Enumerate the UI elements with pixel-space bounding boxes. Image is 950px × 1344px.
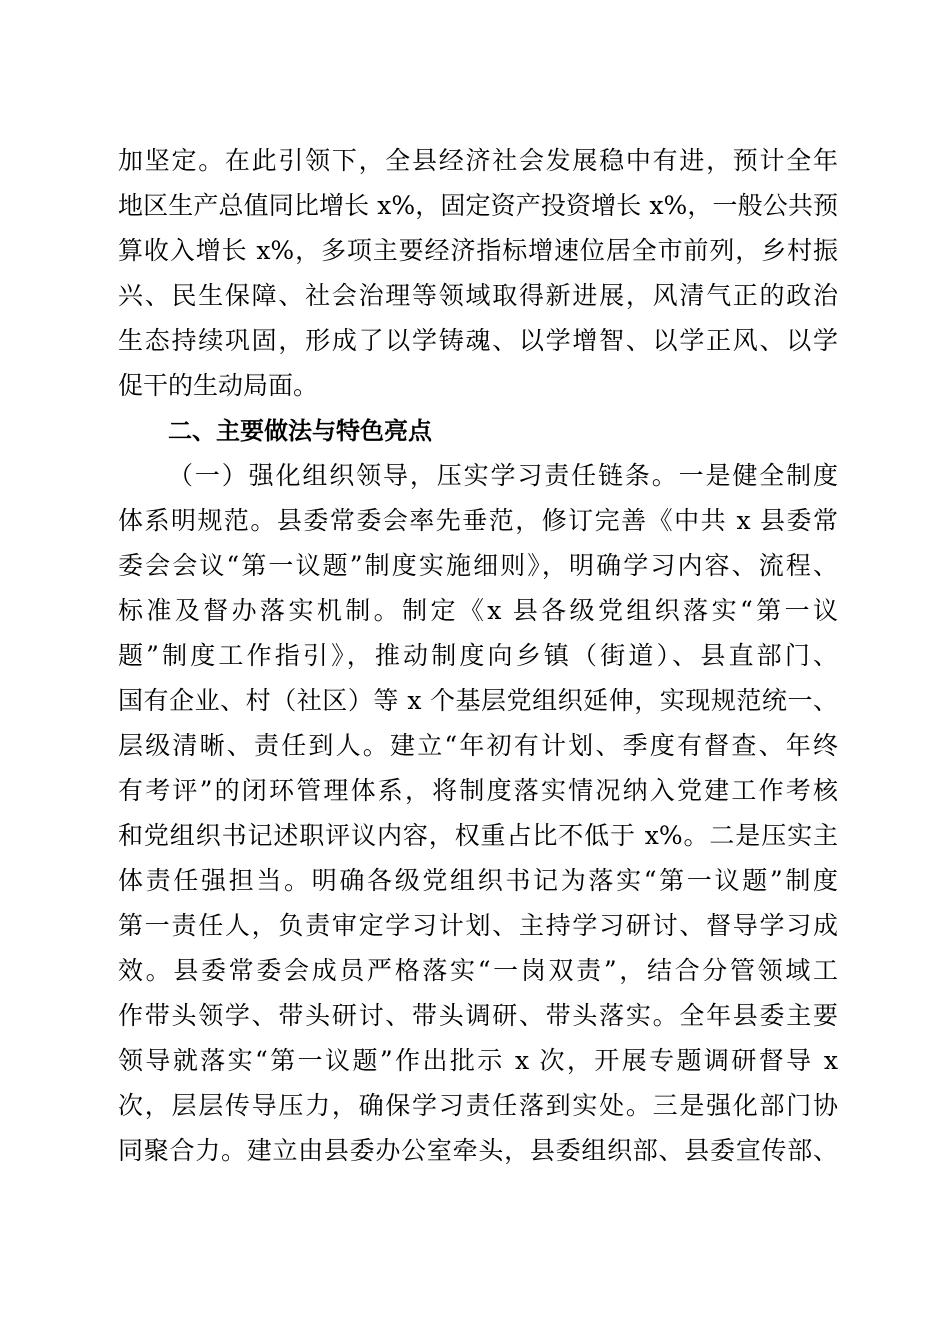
body-text-line: 促干的生动局面。: [118, 371, 319, 400]
body-text-line: 算收入增长 x%，多项主要经济指标增速位居全市前列，乡村振: [118, 236, 838, 265]
body-text-line: 标准及督办落实机制。制定《x 县各级党组织落实“第一议: [118, 596, 838, 625]
body-text-line: 领导就落实“第一议题”作出批示 x 次，开展专题调研督导 x: [118, 1046, 838, 1075]
body-text-line: 委会会议“第一议题”制度实施细则》，明确学习内容、流程、: [118, 551, 838, 580]
body-text-line: 次，层层传导压力，确保学习责任落到实处。三是强化部门协: [118, 1091, 838, 1120]
body-text-line: 国有企业、村（社区）等 x 个基层党组织延伸，实现规范统一、: [118, 686, 838, 715]
body-text-line: 和党组织书记述职评议内容，权重占比不低于 x%。二是压实主: [118, 821, 838, 850]
body-text-line: 同聚合力。建立由县委办公室牵头，县委组织部、县委宣传部、: [118, 1136, 838, 1165]
section-heading: 二、主要做法与特色亮点: [168, 417, 432, 445]
body-text-line: 有考评”的闭环管理体系，将制度落实情况纳入党建工作考核: [118, 776, 838, 805]
body-text-line: 加坚定。在此引领下，全县经济社会发展稳中有进，预计全年: [118, 146, 838, 175]
body-text-line: 第一责任人，负责审定学习计划、主持学习研讨、督导学习成: [118, 911, 838, 940]
body-text-line: 层级清晰、责任到人。建立“年初有计划、季度有督查、年终: [118, 731, 838, 760]
body-text-line: 生态持续巩固，形成了以学铸魂、以学增智、以学正风、以学: [118, 326, 838, 355]
subsection-lead-line: （一）强化组织领导，压实学习责任链条。一是健全制度: [168, 461, 838, 490]
body-text-line: 作带头领学、带头研讨、带头调研、带头落实。全年县委主要: [118, 1001, 838, 1030]
body-text-line: 地区生产总值同比增长 x%，固定资产投资增长 x%，一般公共预: [118, 191, 838, 220]
body-text-line: 兴、民生保障、社会治理等领域取得新进展，风清气正的政治: [118, 281, 838, 310]
body-text-line: 体系明规范。县委常委会率先垂范，修订完善《中共 x 县委常: [118, 506, 838, 535]
body-text-line: 效。县委常委会成员严格落实“一岗双责”，结合分管领域工: [118, 956, 838, 985]
body-text-line: 体责任强担当。明确各级党组织书记为落实“第一议题”制度: [118, 866, 838, 895]
body-text-line: 题”制度工作指引》，推动制度向乡镇（街道）、县直部门、: [118, 641, 838, 670]
